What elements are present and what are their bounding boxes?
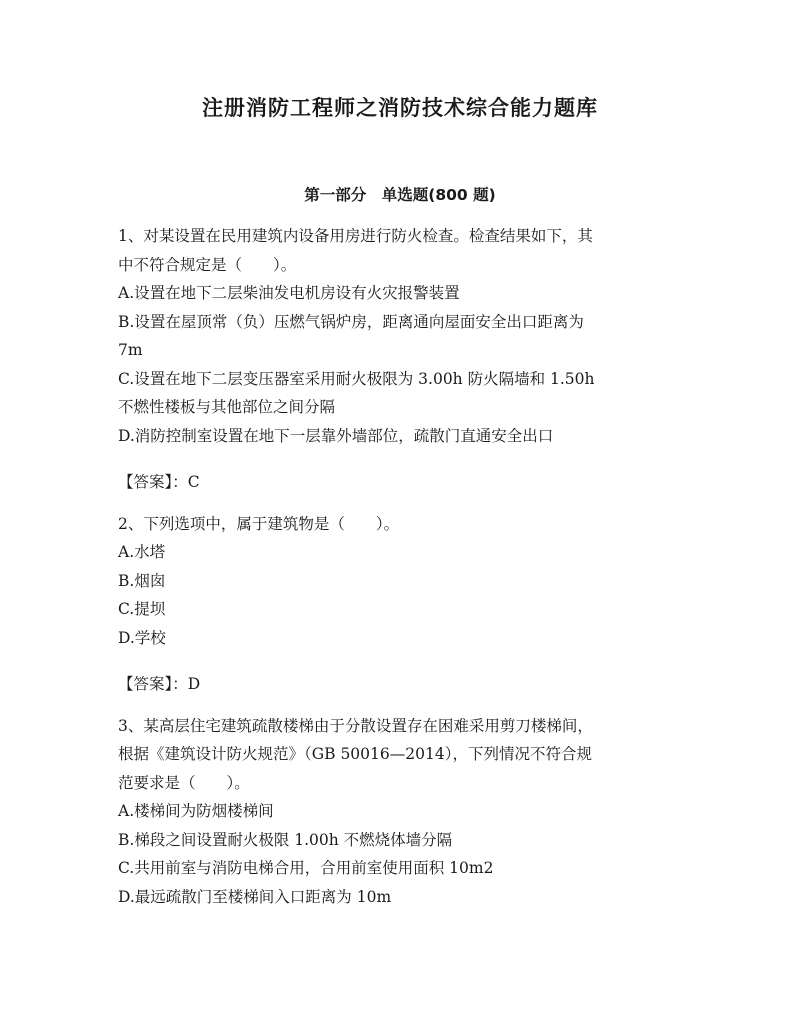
option-d: D.学校 bbox=[118, 628, 166, 647]
question-stem-line: 范要求是（ ）。 bbox=[118, 773, 250, 792]
question-3 bbox=[118, 712, 684, 912]
option-b: B.梯段之间设置耐火极限 1.00h 不燃烧体墙分隔 bbox=[118, 830, 453, 849]
question-stem-line: 3、某高层住宅建筑疏散楼梯由于分散设置存在困难采用剪刀楼梯间， bbox=[118, 716, 593, 735]
option-c: C.设置在地下二层变压器室采用耐火极限为 3.00h 防火隔墙和 1.50h bbox=[118, 369, 595, 388]
option-d: D.消防控制室设置在地下一层靠外墙部位，疏散门直通安全出口 bbox=[118, 426, 554, 445]
option-a: A.设置在地下二层柴油发电机房设有火灾报警装置 bbox=[118, 284, 460, 302]
document-title: 注册消防工程师之消防技术综合能力题库 bbox=[202, 96, 598, 120]
option-b: B.设置在屋顶常（负）压燃气锅炉房，距离通向屋面安全出口距离为 bbox=[118, 312, 584, 331]
option-b-continued: 7m bbox=[118, 341, 143, 359]
option-a: A.水塔 bbox=[118, 543, 166, 561]
option-c: C.共用前室与消防电梯合用，合用前室使用面积 10m2 bbox=[118, 859, 494, 877]
question-stem-line: 1、对某设置在民用建筑内设备用房进行防火检查。检查结果如下，其 bbox=[118, 227, 593, 245]
question-stem-line: 2、下列选项中，属于建筑物是（ ）。 bbox=[118, 514, 400, 533]
option-a: A.楼梯间为防烟楼梯间 bbox=[118, 802, 274, 820]
option-c: C.提坝 bbox=[118, 600, 166, 618]
option-b: B.烟囱 bbox=[118, 571, 166, 590]
answer-line: 【答案】：D bbox=[118, 675, 201, 693]
option-c-continued: 不燃性楼板与其他部位之间分隔 bbox=[118, 398, 336, 416]
answer-line: 【答案】：C bbox=[118, 473, 200, 491]
question-stem-line: 根据《建筑设计防火规范》（GB 50016—2014），下列情况不符合规 bbox=[118, 745, 592, 763]
question-list bbox=[118, 222, 684, 911]
question-1 bbox=[118, 222, 684, 497]
section-heading: 第一部分 单选题(800 题) bbox=[304, 186, 496, 204]
option-d: D.最远疏散门至楼梯间入口距离为 10m bbox=[118, 887, 392, 906]
question-2 bbox=[118, 510, 684, 699]
question-stem-line: 中不符合规定是（ ）。 bbox=[118, 255, 297, 274]
